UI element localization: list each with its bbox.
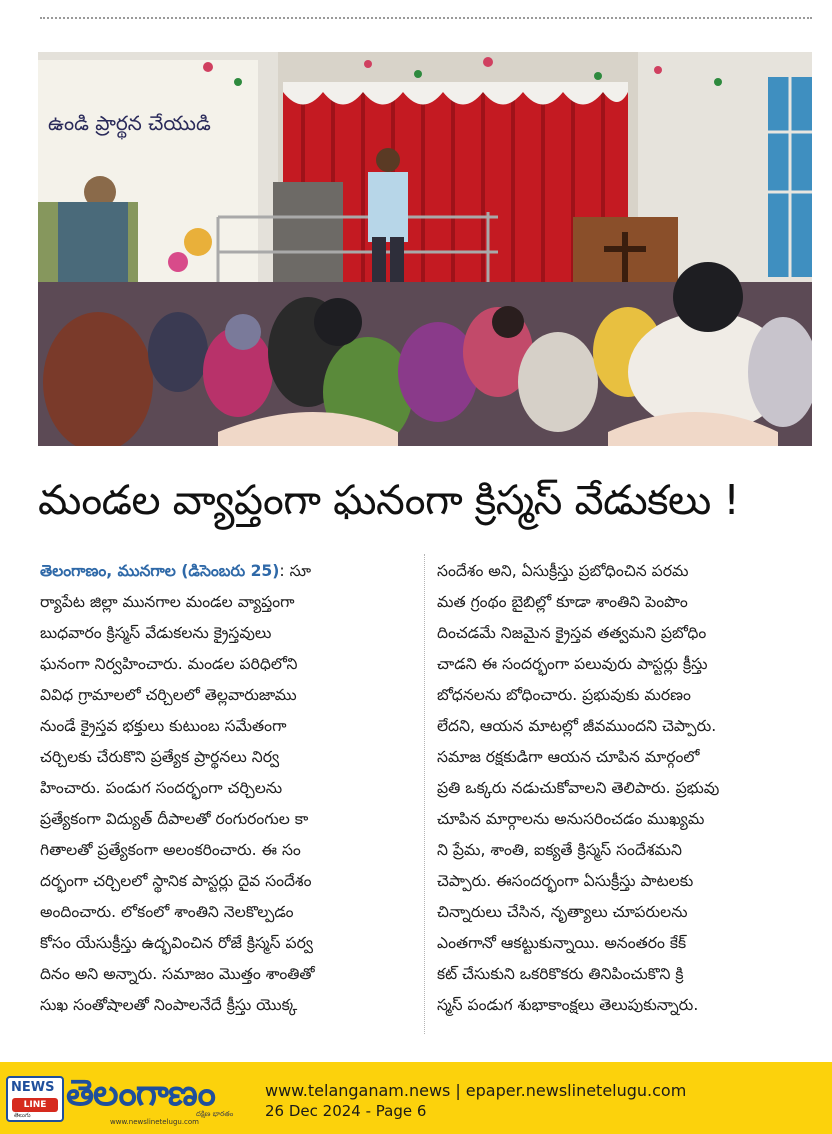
body-line: చర్చిలకు చేరుకొని ప్రత్యేక ప్రార్థనలు నిర్వ (40, 748, 280, 766)
body-line: సుఖ సంతోషాలతో నింపాలనేదే క్రీస్తు యొక్క (40, 996, 298, 1014)
body-line: నుండే క్రైస్తవ భక్తులు కుటుంబ సమేతంగా (40, 717, 287, 735)
body-line: వివిధ గ్రామాలలో చర్చిలలో తెల్లవారుజాము (40, 686, 297, 704)
body-line: చెప్పారు. ఈసందర్భంగా ఏసుక్రీస్తు పాటలకు (437, 872, 694, 890)
dateline-colon: : సూ (279, 562, 311, 580)
link-separator: | (455, 1081, 461, 1100)
logo-news-word: NEWS (11, 1080, 55, 1095)
body-line: స్మస్ పండుగ శుభాకాంక్షలు తెలుపుకున్నారు. (437, 996, 699, 1014)
body-line: దర్భంగా చర్చిలలో స్థానిక పాస్టర్లు దైవ సందేశం (40, 872, 312, 890)
article-column-right (437, 556, 817, 1021)
body-line: దించడమే నిజమైన క్రైస్తవ తత్వమని ప్రబోధిం (437, 624, 707, 642)
article-headline: మండల వ్యాప్తంగా ఘనంగా క్రిస్మస్ వేడుకలు ! (38, 476, 740, 524)
article-column-left (40, 556, 412, 1021)
logo-line-word: LINE (12, 1098, 58, 1112)
logo-telugu-word: తెలుగు (14, 1112, 31, 1119)
article-dateline: తెలంగాణం, మునగాల (డిసెంబరు 25) (40, 562, 280, 580)
body-line: చిన్నారులు చేసిన, నృత్యాలు చూపరులను (437, 903, 688, 921)
body-line: కోసం యేసుక్రీస్తు ఉద్భవించిన రోజే క్రిస్మస్ పర్వ (40, 934, 313, 952)
body-line: కట్ చేసుకుని ఒకరికొకరు తినిపించుకొని క్రి (437, 965, 684, 983)
banner-text: ఉండి ప్రార్థన చేయుడి (48, 111, 211, 135)
dateline-line (40, 556, 412, 587)
body-line: చూపిన మార్గాలను అనుసరించడం ముఖ్యమ (437, 810, 705, 828)
telanganam-logo: తెలంగాణం (66, 1073, 215, 1114)
logo-url: www.newslinetelugu.com (110, 1118, 199, 1126)
edition-date-page: 26 Dec 2024 - Page 6 (265, 1102, 427, 1120)
body-line: ఎంతగానో ఆకట్టుకున్నాయి. అనంతరం కేక్ (437, 934, 687, 952)
body-line: ప్రతి ఒక్కరు నడుచుకోవాలని తెలిపారు. ప్రభువు (437, 779, 720, 797)
body-line: అందించారు. లోకంలో శాంతిని నెలకొల్పడం (40, 903, 294, 921)
epaper-link[interactable]: epaper.newslinetelugu.com (465, 1081, 687, 1100)
body-line: సమాజ రక్షకుడిగా ఆయన చూపిన మార్గంలో (437, 748, 700, 766)
body-line: మత గ్రంథం బైబిల్లో కూడా శాంతిని పెంపొం (437, 593, 688, 611)
top-dotted-rule (40, 17, 812, 19)
body-line: బోధనలను బోధించారు. ప్రభువుకు మరణం (437, 686, 691, 704)
footer-bar (0, 1062, 832, 1134)
body-line: ఘనంగా నిర్వహించారు. మండల పరిధిలోని (40, 655, 298, 673)
body-line: బుధవారం క్రిస్మస్ వేడుకలను క్రైస్తవులు (40, 624, 272, 642)
body-line: గితాలతో ప్రత్యేకంగా అలంకరించారు. ఈ సం (40, 841, 301, 859)
footer-links (265, 1081, 686, 1100)
body-line: సందేశం అని, ఏసుక్రీస్తు ప్రబోధించిన పరమ (437, 562, 689, 580)
church-celebration-photo (38, 52, 812, 446)
logo-tagline: దక్షిణ భారతం (196, 1110, 234, 1118)
body-line: దినం అని అన్నారు. సమాజం మొత్తం శాంతితో (40, 965, 315, 983)
body-line: చాడని ఈ సందర్భంగా పలువురు పాస్టర్లు క్రీస్తు (437, 655, 708, 673)
body-line: లేదని, ఆయన మాటల్లో జీవముందని చెప్పారు. (437, 717, 717, 735)
newsline-logo (6, 1076, 64, 1122)
column-divider (424, 554, 425, 1034)
body-line: ప్రత్యేకంగా విద్యుత్ దీపాలతో రంగురంగుల కా (40, 810, 309, 828)
body-line: ర్యాపేట జిల్లా మునగాల మండల వ్యాప్తంగా (40, 593, 295, 611)
site-link[interactable]: www.telanganam.news (265, 1081, 451, 1100)
body-line: హించారు. పండుగ సందర్భంగా చర్చిలను (40, 779, 283, 797)
body-line: ని ప్రేమ, శాంతి, ఐక్యతే క్రిస్మస్ సందేశమని (437, 841, 682, 859)
